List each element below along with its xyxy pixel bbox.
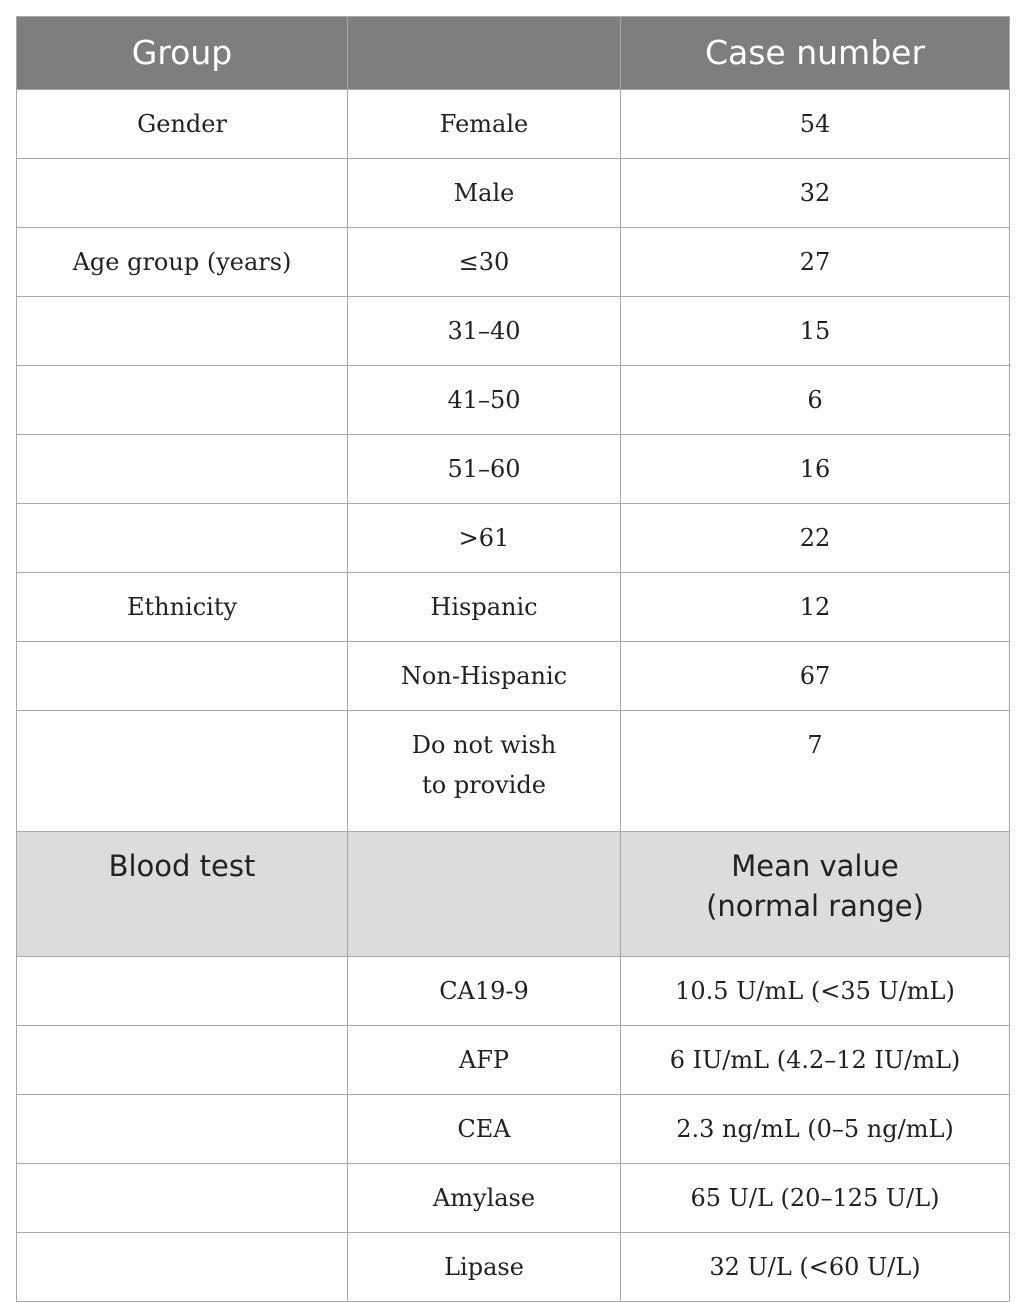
table-header-row (17, 17, 1010, 90)
row-subgroup-line2: to provide (422, 771, 546, 799)
row-subgroup: Female (348, 90, 621, 159)
table-row (17, 642, 1010, 711)
table-row (17, 504, 1010, 573)
blood-test-header-row (17, 832, 1010, 957)
table-row (17, 1095, 1010, 1164)
row-group (17, 504, 348, 573)
row-group (17, 159, 348, 228)
row-subgroup: Non-Hispanic (348, 642, 621, 711)
row-test: CEA (348, 1095, 621, 1164)
row-group (17, 1233, 348, 1302)
header-blank (348, 17, 621, 90)
row-test: Lipase (348, 1233, 621, 1302)
row-group (17, 1095, 348, 1164)
row-value: 2.3 ng/mL (0–5 ng/mL) (621, 1095, 1010, 1164)
table-row (17, 711, 1010, 832)
row-value: 54 (621, 90, 1010, 159)
table-row (17, 957, 1010, 1026)
row-group: Ethnicity (17, 573, 348, 642)
row-group (17, 297, 348, 366)
table-row (17, 435, 1010, 504)
table-row (17, 297, 1010, 366)
table-row (17, 228, 1010, 297)
row-test: Amylase (348, 1164, 621, 1233)
row-group (17, 711, 348, 832)
row-group (17, 366, 348, 435)
table-row (17, 366, 1010, 435)
table-row (17, 1164, 1010, 1233)
row-value: 7 (621, 711, 1010, 832)
row-test: CA19-9 (348, 957, 621, 1026)
row-subgroup: Male (348, 159, 621, 228)
row-group: Gender (17, 90, 348, 159)
table-row (17, 1233, 1010, 1302)
row-subgroup: 31–40 (348, 297, 621, 366)
row-subgroup-line1: Do not wish (411, 731, 557, 759)
row-value: 12 (621, 573, 1010, 642)
row-subgroup: ≤30 (348, 228, 621, 297)
row-subgroup (348, 711, 621, 832)
row-value: 10.5 U/mL (<35 U/mL) (621, 957, 1010, 1026)
row-value: 65 U/L (20–125 U/L) (621, 1164, 1010, 1233)
row-value: 6 (621, 366, 1010, 435)
row-value: 6 IU/mL (4.2–12 IU/mL) (621, 1026, 1010, 1095)
row-value: 22 (621, 504, 1010, 573)
row-subgroup: 41–50 (348, 366, 621, 435)
table-row (17, 573, 1010, 642)
mean-value-line2: (normal range) (706, 889, 924, 923)
header-case-number: Case number (621, 17, 1010, 90)
row-group (17, 1164, 348, 1233)
table-row (17, 90, 1010, 159)
row-group (17, 435, 348, 504)
row-subgroup: >61 (348, 504, 621, 573)
row-group (17, 1026, 348, 1095)
row-value: 16 (621, 435, 1010, 504)
row-value: 27 (621, 228, 1010, 297)
row-group (17, 957, 348, 1026)
row-group: Age group (years) (17, 228, 348, 297)
blood-test-label: Blood test (17, 832, 348, 957)
row-value: 32 (621, 159, 1010, 228)
mean-value-header (621, 832, 1010, 957)
patient-characteristics-table (16, 16, 1010, 1302)
table-row (17, 159, 1010, 228)
row-group (17, 642, 348, 711)
row-value: 67 (621, 642, 1010, 711)
blood-test-blank (348, 832, 621, 957)
row-value: 15 (621, 297, 1010, 366)
row-value: 32 U/L (<60 U/L) (621, 1233, 1010, 1302)
table-row (17, 1026, 1010, 1095)
row-subgroup: 51–60 (348, 435, 621, 504)
row-test: AFP (348, 1026, 621, 1095)
mean-value-line1: Mean value (731, 849, 899, 883)
header-group: Group (17, 17, 348, 90)
row-subgroup: Hispanic (348, 573, 621, 642)
